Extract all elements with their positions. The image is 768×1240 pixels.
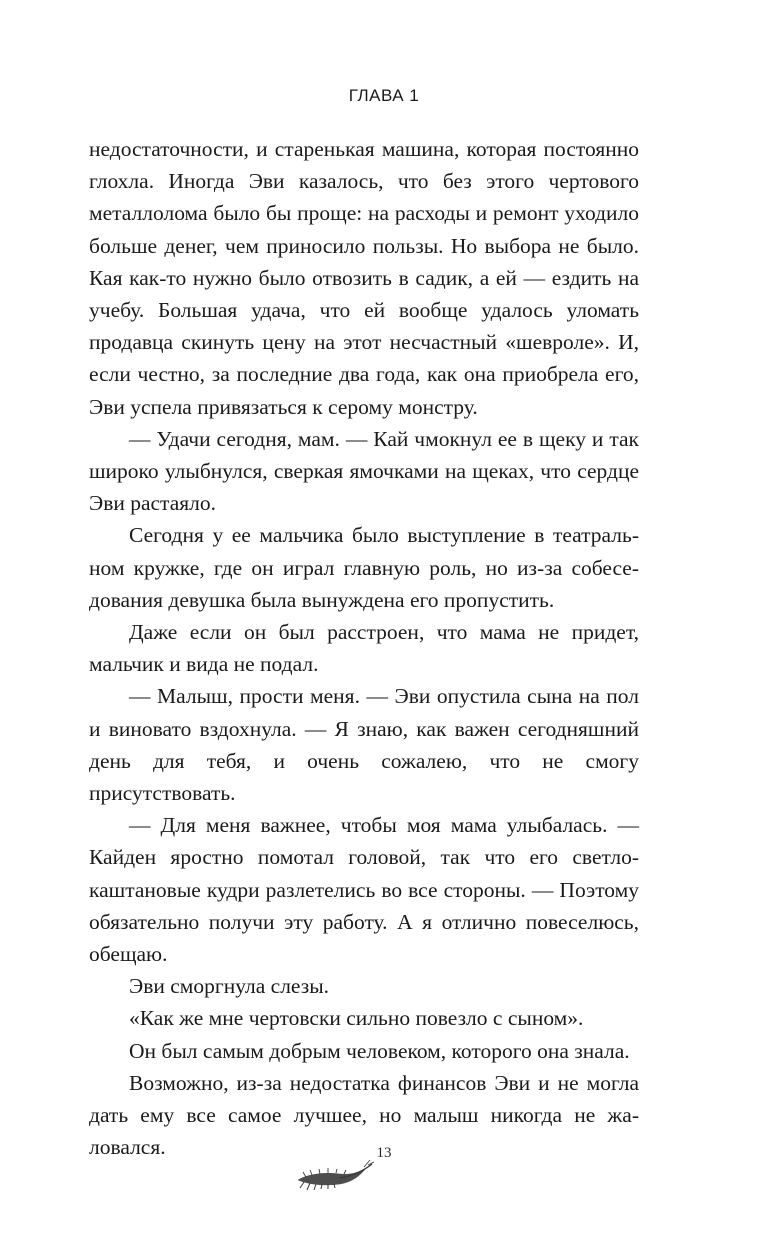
paragraph-4: Даже если он был расстроен, что мама не придет, мальчик и вида не подал. — [89, 620, 639, 677]
paragraph-9: Он был самым добрым человеком, которого она знала. — [129, 1038, 630, 1063]
body-text — [89, 133, 639, 1164]
paragraph-3: Сегодня у ее мальчика было выступление в театральном кружке, где он играл главную роль, но из-за собеседования девушка была вынуждена его пропустить. — [89, 523, 639, 612]
paragraph-8: «Как же мне чертовски сильно повезло с сыном». — [129, 1006, 584, 1031]
paragraph-7: Эви сморгнула слезы. — [129, 974, 330, 999]
page-number: 13 — [376, 1145, 392, 1161]
paragraph-5: — Малыш, прости меня. — Эви опустила сына на пол и виновато вздохнула. — Я знаю, как важен сегодняшний день для тебя, и очень сожалею, что не смогу присутствовать. — [89, 684, 639, 806]
feather-icon — [294, 1158, 376, 1192]
running-head: ГЛАВА 1 — [348, 86, 420, 105]
paragraph-6: — Для меня важнее, чтобы моя мама улыбалась. — Кайден яростно помотал головой, так что его светло-каштановые кудри разлетелись во все стороны. — Поэтому обязательно получи эту работу. А я отлично повеселюсь, обещаю. — [89, 813, 639, 967]
paragraph-10: Возможно, из-за недостатка финансов Эви и не могла дать ему все самое лучшее, но малыш никогда не жаловался. — [89, 1070, 639, 1160]
paragraph-1: недостаточности, и старенькая машина, которая постоянно глохла. Иногда Эви казалось, что без этого чертового металлолома было бы проще: на расходы и ремонт уходило больше денег, чем приносило пользы. Но выбора не было. Кая как-то нужно было отвозить в садик, а ей — ездить на учебу. Большая удача, что ей вообще удалось уломать продавца скинуть цену на этот несчастный «шевроле». И, если честно, за последние два года, как она приобрела его, Эви успела привязаться к серому монстру. — [89, 137, 639, 419]
paragraph-2: — Удачи сегодня, мам. — Кай чмокнул ее в щеку и так широко улыбнулся, сверкая ямочками на щеках, что сердце Эви растаяло. — [89, 426, 639, 516]
